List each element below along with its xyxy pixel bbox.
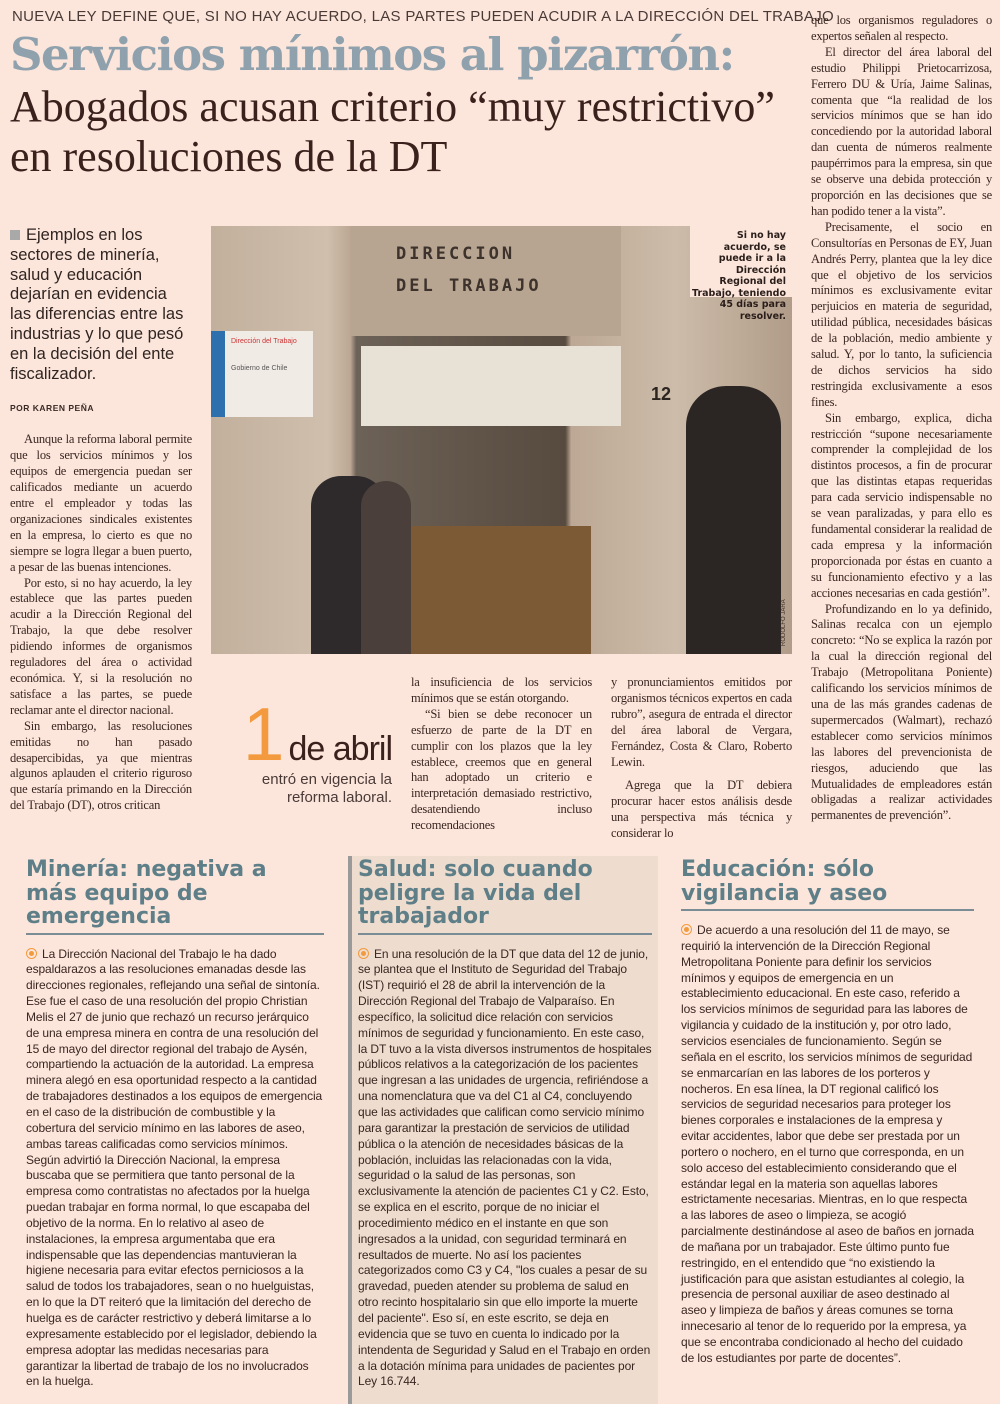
sidebar-box-educacion bbox=[675, 856, 980, 1404]
paragraph: Sin embargo, las resoluciones emitidas no han pasado desapercibidas, ya que mientras algunos aplauden el criterio riguroso que estaría primando en la Dirección del Trabajo (DT), otros critican bbox=[10, 718, 192, 813]
box-heading: Minería: negativa a más equipo de emergencia bbox=[26, 856, 324, 935]
center-area bbox=[211, 226, 792, 842]
street-number: 12 bbox=[651, 384, 672, 404]
paragraph: Precisamente, el socio en Consultorías en Personas de EY, Juan Andrés Perry, plantea que la ley dice que el objetivo de los servicios mínimos es exclusivamente evitar perjuicios en materia de seguridad, utilidad pública, necesidades básicas de la población, medio ambiente y salud. Y, por lo tanto, la suficiencia de dichos servicios ha sido restringida exclusivamente a esos fines. bbox=[811, 219, 992, 409]
building-sign-line1: DIRECCION bbox=[396, 244, 516, 264]
kicker: NUEVA LEY DEFINE QUE, SI NO HAY ACUERDO, LAS PARTES PUEDEN ACUDIR A LA DIRECCIÓN DEL TRABAJO bbox=[12, 8, 834, 25]
highlight-callout bbox=[211, 675, 392, 806]
plaque-text: Dirección del Trabajo bbox=[231, 338, 297, 345]
institution-plaque bbox=[211, 331, 313, 417]
box-text bbox=[681, 923, 974, 1367]
lobby-ceiling bbox=[361, 346, 621, 426]
article-body bbox=[0, 226, 800, 842]
highlight-text: entró en vigencia la reforma laboral. bbox=[261, 771, 392, 806]
box-heading: Educación: sólo vigilancia y aseo bbox=[681, 856, 974, 911]
bullet-icon bbox=[358, 948, 369, 959]
square-bullet-icon bbox=[10, 230, 20, 240]
highlight-row bbox=[211, 692, 392, 776]
body-column-2 bbox=[411, 675, 592, 834]
paragraph: Por esto, si no hay acuerdo, la ley establece que las partes pueden acudir a la Dirección Regional del Trabajo, la que debe resolver pidiendo informes de organismos reguladores del área o actividad económica. Y, si la resolución no satisface a las partes, se puede reclamar ante el director nacional. bbox=[10, 575, 192, 717]
body-column-3 bbox=[611, 675, 792, 842]
highlight-date: de abril bbox=[288, 730, 392, 768]
below-photo-row bbox=[211, 675, 792, 842]
sidebar-box-salud bbox=[348, 856, 658, 1404]
bullet-icon bbox=[26, 948, 37, 959]
body-column-4 bbox=[811, 0, 992, 824]
left-column bbox=[10, 226, 192, 814]
paragraph: “Si bien se debe reconocer un esfuerzo de parte de la DT en cumplir con los plazos que la ley establece, creemos que en general han adoptado un criterio e interpretación demasiado restrictivo, desatendiendo incluso recomendaciones bbox=[411, 706, 592, 833]
box-body: En una resolución de la DT que data del 12 de junio, se plantea que el Instituto de Seguridad del Trabajo (IST) requirió el 28 de abril la intervención de la Dirección Regional del Trabajo de Valparaíso. En específico, la solicitud dice relación con servicios mínimos de seguridad y funcionamiento. En este caso, la DT tuvo a la vista diversos instrumentos de hospitales públicos relativos a la categorización de los pacientes que ingresan a las unidades de urgencia, refiriéndose a una nomenclatura que va del C1 al C4, concluyendo que las actividades que califican como servicio mínimo para garantizar la prestación de servicios de utilidad pública o la atención de necesidades básicas de la población, incluidas las relacionadas con la vida, seguridad o la salud de las personas, son exclusivamente la atención de pacientes C1 y C2. Esto, se explica en el escrito, porque de no iniciar el procedimiento médico en el instante en que son ingresados a la unidad, con seguridad terminará en resultados de muerte. No así los pacientes categorizados como C3 y C4, "los cuales a pesar de su gravedad, pueden atender su problema de salud en otro recinto hospitalario sin que ello importe la muerte del paciente". Eso sí, en este escrito, se deja en evidencia que se tuvo en cuenta lo indicado por la intendenta de Seguridad y Salud en el Trabajo en orden a la dotación mínima para unidades de pacientes por Ley 16.744. bbox=[358, 946, 652, 1389]
paragraph: la insuficiencia de los servicios mínimos que se están otorgando. bbox=[411, 675, 592, 705]
person-woman bbox=[361, 481, 411, 654]
entrance-doors bbox=[391, 526, 591, 654]
paragraph: El director del área laboral del estudio Philippi Prietocarrizosa, Ferrero DU & Uría, Jaime Salinas, comenta que “la realidad de los servicios mínimos que se han ido concediendo por la autoridad laboral dan cuenta de números realmente paupérrimos para la empresa, sin que se observe una debida protección y proporción en las decisiones que se han podido tener a la vista”. bbox=[811, 44, 992, 218]
paragraph: Profundizando en lo ya definido, Salinas recalca con un ejemplo concreto: “No se explica la razón por la cual la dirección regional del Trabajo (Metropolitana Poniente) calificando los servicios mínimos de una de las más grandes cadenas de supermercados (Walmart), rechazó establecer como servicios mínimos las labores del prevencionista de riesgos, aduciendo que las Mutualidades de empleadores están obligadas a realizar actividades permanentes de prevención”. bbox=[811, 601, 992, 823]
sidebar-box-mineria bbox=[20, 856, 330, 1404]
box-text bbox=[26, 947, 324, 1391]
lead-paragraph bbox=[10, 226, 192, 384]
headline-accent: Servicios mínimos al pizarrón: bbox=[10, 28, 734, 81]
box-heading: Salud: solo cuando peligre la vida del trabajador bbox=[358, 856, 652, 935]
photo-credit: RODOLFO JARA bbox=[781, 599, 787, 646]
paragraph: Aunque la reforma laboral permite que los servicios mínimos y los equipos de emergencia puedan ser calificados mediante un acuerdo entre el empleador y todas las organizaciones sindicales existentes en la empresa, lo cierto es que no siempre se logra llegar a buen puerto, a pesar de las buenas intenciones. bbox=[10, 432, 192, 574]
paragraph: y pronunciamientos emitidos por organismos técnicos expertos en cada rubro”, asegura de entrada el director del área laboral de Vergara, Fernández, Costa & Claro, Roberto Lewin. bbox=[611, 675, 792, 769]
box-body: De acuerdo a una resolución del 11 de mayo, se requirió la intervención de la Dirección Regional Metropolitana Poniente para definir los servicios mínimos y equipos de emergencia en un establecimiento educacional. En este caso, referido a los servicios mínimos de seguridad para las labores de vigilancia y cuidado de la institución y, por otro lado, servicios esenciales de funcionamiento. Según se señala en el escrito, los servicios mínimos de seguridad se enmarcarían en las labores de los porteros y nocheros. En esa línea, la DT regional calificó los servicios de seguridad necesarios para proteger los bienes corporales e instalaciones de la empresa y evitar accidentes, labor que debe ser prestada por un portero o nochero, en el turno que corresponda, en un solo acceso del establecimiento considerando que el estándar legal en la materia son aquellas labores estrictamente necesarias. Mientras, en lo que respecta a las labores de aseo o limpieza, se acogió parcialmente destinándose al aseo de baños en jornada de mañana por un trabajador. Este último punto fue restringido, en el entendido que “no existiendo la justificación para que asistan estudiantes al colegio, la presencia de personal auxiliar de aseo destinado al aseo y limpieza de baños y áreas comunes se torna innecesario al tenor de lo requerido por la empresa, ya que se encontraba condicionado al hecho del cuidado de los estudiantes por parte de docentes”. bbox=[681, 923, 974, 1365]
photo-direccion-del-trabajo bbox=[211, 226, 792, 654]
person-walking bbox=[686, 386, 781, 654]
paragraph: Agrega que la DT debiera procurar hacer estos análisis desde una perspectiva más técnica y considerar lo bbox=[611, 778, 792, 841]
headline: Abogados acusan criterio “muy restrictivo” en resoluciones de la DT bbox=[10, 82, 775, 181]
box-body: La Dirección Nacional del Trabajo le ha dado espaldarazos a las resoluciones emanadas desde las direcciones regionales, reflejando una señal de sintonía. Ese fue el caso de una resolución del propio Christian Melis el 27 de junio que rechazó un recurso jerárquico de una empresa minera en contra de una resolución del 15 de mayo del director regional del trabajo de Aysén, compartiendo la actuación de la autoridad. La empresa minera alegó en esa oportunidad respecto a la cantidad de trabajadores destinados a los equipos de emergencia en el caso de la distribución de combustible y la cobertura del servicio mínimo en las labores de aseo, ambas tareas calificadas como servicios mínimos. Según advirtió la Dirección Nacional, la empresa buscaba que se permitiera que tanto personal de la empresa como contratistas no afectados por la huelga puedan trabajar en forma normal, lo que escapaba del objetivo de la norma. En lo relativo al aseo de instalaciones, la empresa argumentaba que era indispensable que las dependencias mantuvieran la higiene necesaria para evitar efectos perniciosos a la salud de todos los trabajadores, sean o no huelguistas, en lo que la DT reiteró que la limitación del derecho de huelga es de carácter restrictivo y deberá limitarse a lo expresamente establecido por el legislador, debiendo la empresa adoptar las medidas necesarias para garantizar la libertad de trabajo de los no involucrados en la huelga. bbox=[26, 946, 323, 1389]
paragraph: que los organismos reguladores o expertos señalen al respecto. bbox=[811, 13, 992, 43]
body-column-1 bbox=[10, 432, 192, 814]
photo-caption: Si no hay acuerdo, se puede ir a la Dirección Regional del Trabajo, teniendo 45 días para resolver. bbox=[690, 226, 792, 297]
bullet-icon bbox=[681, 924, 692, 935]
highlight-number: 1 bbox=[242, 692, 285, 776]
building-sign-line2: DEL TRABAJO bbox=[396, 276, 542, 296]
plaque-subtext: Gobierno de Chile bbox=[231, 365, 288, 372]
sidebar-boxes bbox=[0, 856, 1000, 1404]
box-text bbox=[358, 947, 652, 1391]
lead-text: Ejemplos en los sectores de minería, salud y educación dejarían en evidencia las diferencias entre las industrias y lo que pesó en la decisión del ente fiscalizador. bbox=[10, 226, 184, 383]
byline: POR KAREN PEÑA bbox=[10, 403, 94, 414]
paragraph: Sin embargo, explica, dicha restricción “supone necesariamente comprender la complejidad de los distintos procesos, a fin de procurar que las distintas etapas requeridas para cada servicio indispensable no se vean paralizadas, y para ello es fundamental considerar la realidad de cada empresa y la información proporcionada por éstas en cuanto a su funcionamiento efectivo y a las acciones necesarias en cada gestión”. bbox=[811, 410, 992, 600]
